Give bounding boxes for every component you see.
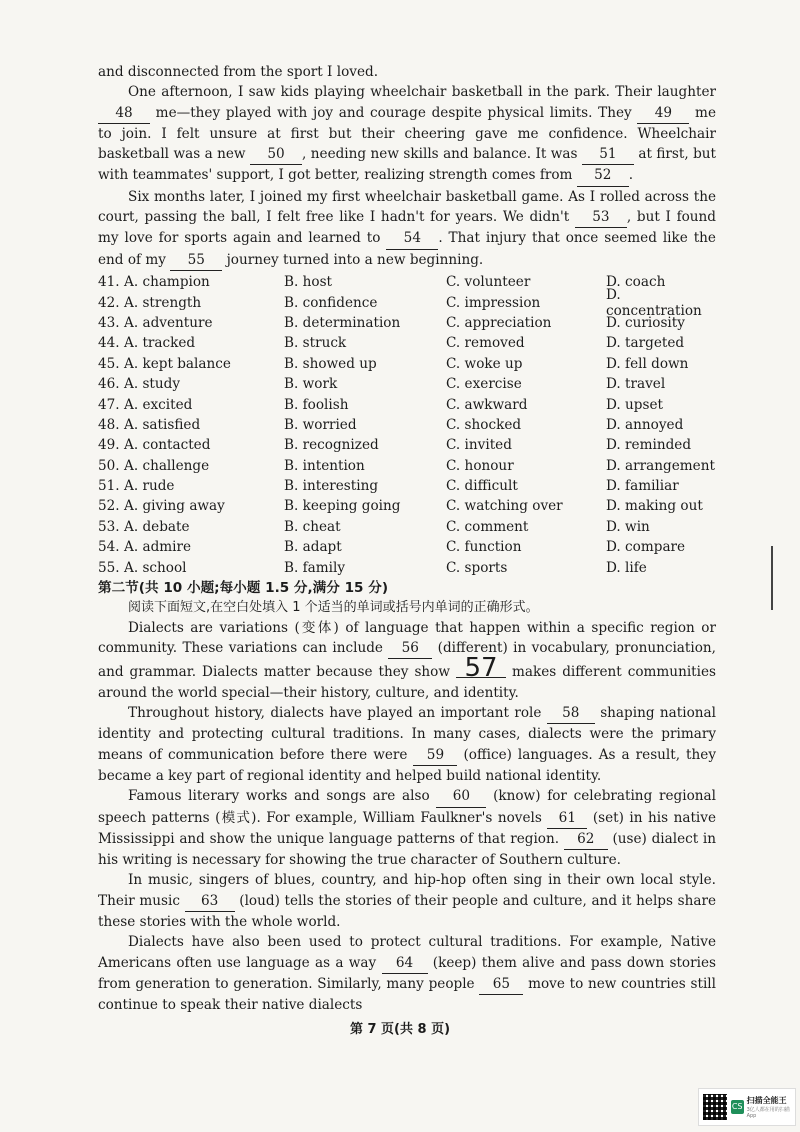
blank-55[interactable]: 55 (170, 250, 222, 271)
scanner-title: 扫描全能王 (746, 1096, 787, 1105)
blank-62[interactable]: 62 (564, 829, 608, 850)
option-d[interactable]: D. arrangement (606, 457, 715, 474)
option-a[interactable]: A. admire (124, 539, 192, 556)
option-row-52: 52. A. giving away B. keeping going C. watching over D. making out (98, 496, 716, 516)
blank-58[interactable]: 58 (547, 703, 595, 724)
option-b[interactable]: B. work (284, 376, 338, 393)
option-c[interactable]: C. invited (446, 437, 512, 454)
option-d[interactable]: D. compare (606, 539, 686, 556)
option-c[interactable]: C. comment (446, 518, 529, 535)
blank-54[interactable]: 54 (386, 228, 438, 249)
paragraph-2: One afternoon, I saw kids playing wheelchair basketball in the park. Their laughter 48 me—they played with joy and courage despite physical limits. They 49 me to join. I felt unsure at first but their cheering gave me confidence. Wheelchair basketball was a new 50 , needing new skills and balance. It was 51 at first, but with teammates' support, I got better, realizing strength comes from 52 . (98, 82, 716, 186)
grammar-paragraph-5: Dialects have also been used to protect cultural traditions. For example, Native Americans often use language as a way 64 (keep) them alive and pass down stories from generation to generation. Similarly, many people 65 move to new countries still continue to speak their native dialects (98, 934, 716, 1014)
blank-52[interactable]: 52 (577, 165, 629, 186)
option-c[interactable]: C. honour (446, 457, 514, 474)
option-d[interactable]: D. win (606, 518, 650, 535)
option-a[interactable]: A. kept balance (124, 355, 231, 372)
hint-61: (set) (587, 809, 624, 826)
option-a[interactable]: A. contacted (124, 437, 211, 454)
option-b[interactable]: B. interesting (284, 478, 379, 495)
option-c[interactable]: C. awkward (446, 396, 528, 413)
option-row-55: 55. A. school B. family C. sports D. life (98, 557, 716, 577)
grammar-paragraph-3: Famous literary works and songs are also 60 (know) for celebrating regional speech patterns (模式). For example, William Faulkner's novels 61 (set) in his native Mississippi and show the unique language patterns of that region. 62 (use) dialect in his writing is necessary for showing the true character of Southern culture. (98, 788, 716, 869)
paragraph-3: Six months later, I joined my first wheelchair basketball game. As I rolled across the court, passing the ball, I felt free like I hadn't for years. We didn't 53 , but I found my love for sports again and learned to 54 . That injury that once seemed like the end of my 55 journey turned into a new beginning. (98, 187, 716, 271)
blank-53[interactable]: 53 (575, 207, 627, 228)
option-a[interactable]: A. satisfied (124, 416, 201, 433)
section-heading: 第二节(共 10 小题;每小题 1.5 分,满分 15 分) (98, 579, 389, 596)
option-c[interactable]: C. function (446, 539, 522, 556)
option-b[interactable]: B. determination (284, 314, 401, 331)
option-c[interactable]: C. impression (446, 294, 541, 311)
blank-65[interactable]: 65 (479, 974, 523, 995)
option-b[interactable]: B. family (284, 559, 346, 576)
option-a[interactable]: A. study (124, 376, 181, 393)
scanner-subtitle: 3亿人都在用的扫描App (746, 1107, 790, 1119)
blank-61[interactable]: 61 (547, 808, 587, 829)
option-row-42: 42. A. strength B. confidence C. impression D. concentration (98, 292, 716, 312)
option-row-49: 49. A. contacted B. recognized C. invited D. reminded (98, 435, 716, 455)
exam-page (98, 62, 716, 1015)
option-c[interactable]: C. exercise (446, 376, 522, 393)
option-d[interactable]: D. travel (606, 376, 666, 393)
hint-59: (office) (457, 746, 512, 763)
hint-62: (use) (607, 830, 647, 847)
scan-mark (771, 546, 773, 610)
option-d[interactable]: D. reminded (606, 437, 692, 454)
option-b[interactable]: B. confidence (284, 294, 378, 311)
option-a[interactable]: A. strength (124, 294, 202, 311)
option-b[interactable]: B. struck (284, 335, 347, 352)
option-b[interactable]: B. cheat (284, 518, 341, 535)
option-row-43: 43. A. adventure B. determination C. appreciation D. curiosity (98, 313, 716, 333)
option-a[interactable]: A. champion (124, 274, 210, 291)
option-d[interactable]: D. concentration (606, 286, 702, 319)
option-b[interactable]: B. showed up (284, 355, 377, 372)
option-d[interactable]: D. fell down (606, 355, 689, 372)
option-a[interactable]: A. rude (124, 478, 175, 495)
hint-56: (different) (432, 640, 508, 657)
grammar-paragraph-2: Throughout history, dialects have played an important role 58 shaping national identity and protecting cultural traditions. In many cases, dialects were the primary means of communication before there were 59 (office) languages. As a result, they became a key part of regional identity and helped build national identity. (98, 705, 716, 784)
option-b[interactable]: B. host (284, 274, 333, 291)
option-a[interactable]: A. tracked (124, 335, 196, 352)
option-b[interactable]: B. adapt (284, 539, 342, 556)
option-row-46: 46. A. study B. work C. exercise D. travel (98, 374, 716, 394)
option-d[interactable]: D. familiar (606, 478, 679, 495)
page-number: 第 7 页(共 8 页) (349, 1022, 451, 1037)
hint-63: (loud) (234, 892, 280, 909)
option-d[interactable]: D. making out (606, 498, 703, 515)
option-c[interactable]: C. appreciation (446, 314, 552, 331)
qr-code-icon (703, 1094, 727, 1120)
blank-59[interactable]: 59 (413, 745, 457, 766)
option-row-47: 47. A. excited B. foolish C. awkward D. upset (98, 394, 716, 414)
option-b[interactable]: B. intention (284, 457, 365, 474)
option-a[interactable]: A. excited (124, 396, 193, 413)
option-row-50: 50. A. challenge B. intention C. honour D. arrangement (98, 457, 715, 474)
option-b[interactable]: B. foolish (284, 396, 349, 413)
blank-48[interactable]: 48 (98, 103, 150, 124)
options-list (98, 272, 716, 578)
option-row-54: 54. A. admire B. adapt C. function D. compare (98, 537, 716, 557)
option-row-45: 45. A. kept balance B. showed up C. woke up D. fell down (98, 354, 716, 374)
option-row-53: 53. A. debate B. cheat C. comment D. win (98, 517, 716, 537)
option-d[interactable]: D. upset (606, 396, 663, 413)
option-d[interactable]: D. targeted (606, 335, 685, 352)
blank-57[interactable]: 57 (456, 659, 506, 678)
option-b[interactable]: B. keeping going (284, 498, 401, 515)
option-b[interactable]: B. worried (284, 416, 357, 433)
hint-60: (know) (486, 788, 541, 805)
option-c[interactable]: C. watching over (446, 498, 563, 515)
blank-60[interactable]: 60 (436, 786, 486, 807)
option-d[interactable]: D. coach (606, 274, 666, 291)
option-row-48: 48. A. satisfied B. worried C. shocked D. annoyed (98, 415, 716, 435)
paragraph-intro-tail: and disconnected from the sport I loved. (98, 64, 379, 80)
option-row-44: 44. A. tracked B. struck C. removed D. targeted (98, 333, 716, 353)
option-c[interactable]: C. volunteer (446, 274, 531, 291)
option-a[interactable]: A. adventure (124, 314, 213, 331)
option-d[interactable]: D. life (606, 559, 647, 576)
option-a[interactable]: A. debate (124, 518, 190, 535)
option-row-41: 41. A. champion B. host C. volunteer D. coach (98, 272, 716, 292)
option-c[interactable]: C. shocked (446, 416, 522, 433)
option-c[interactable]: C. woke up (446, 355, 523, 372)
blank-50[interactable]: 50 (250, 144, 302, 165)
grammar-paragraph-4: In music, singers of blues, country, and hip-hop often sing in their own local style. Their music 63 (loud) tells the stories of their people and culture, and it helps share these stories with the whole world. (98, 872, 717, 930)
blank-56[interactable]: 56 (388, 638, 432, 659)
blank-49[interactable]: 49 (637, 103, 689, 124)
blank-63[interactable]: 63 (185, 891, 235, 912)
option-d[interactable]: D. annoyed (606, 416, 684, 433)
blank-64[interactable]: 64 (382, 953, 428, 974)
option-b[interactable]: B. recognized (284, 437, 379, 454)
blank-51[interactable]: 51 (582, 144, 634, 165)
option-a[interactable]: A. challenge (124, 457, 210, 474)
option-a[interactable]: A. giving away (124, 498, 225, 515)
hint-64: (keep) (427, 954, 477, 971)
option-row-51: 51. A. rude B. interesting C. difficult D. familiar (98, 476, 716, 496)
grammar-paragraph-1: Dialects are variations (变体) of language that happen within a specific region or community. These variations can include 56 (different) in vocabulary, pronunciation, and grammar. Dialects matter because they show 57 makes different communities around the world special—their history, culture, and identity. (98, 619, 716, 701)
scanner-logo-icon: CS (731, 1100, 744, 1114)
option-d[interactable]: D. curiosity (606, 314, 685, 331)
option-c[interactable]: C. difficult (446, 478, 518, 495)
option-c[interactable]: C. sports (446, 559, 508, 576)
scanner-watermark (698, 1088, 796, 1126)
option-c[interactable]: C. removed (446, 335, 525, 352)
option-a[interactable]: A. school (124, 559, 187, 576)
instruction-text: 阅读下面短文,在空白处填入 1 个适当的单词或括号内单词的正确形式。 (128, 599, 539, 615)
